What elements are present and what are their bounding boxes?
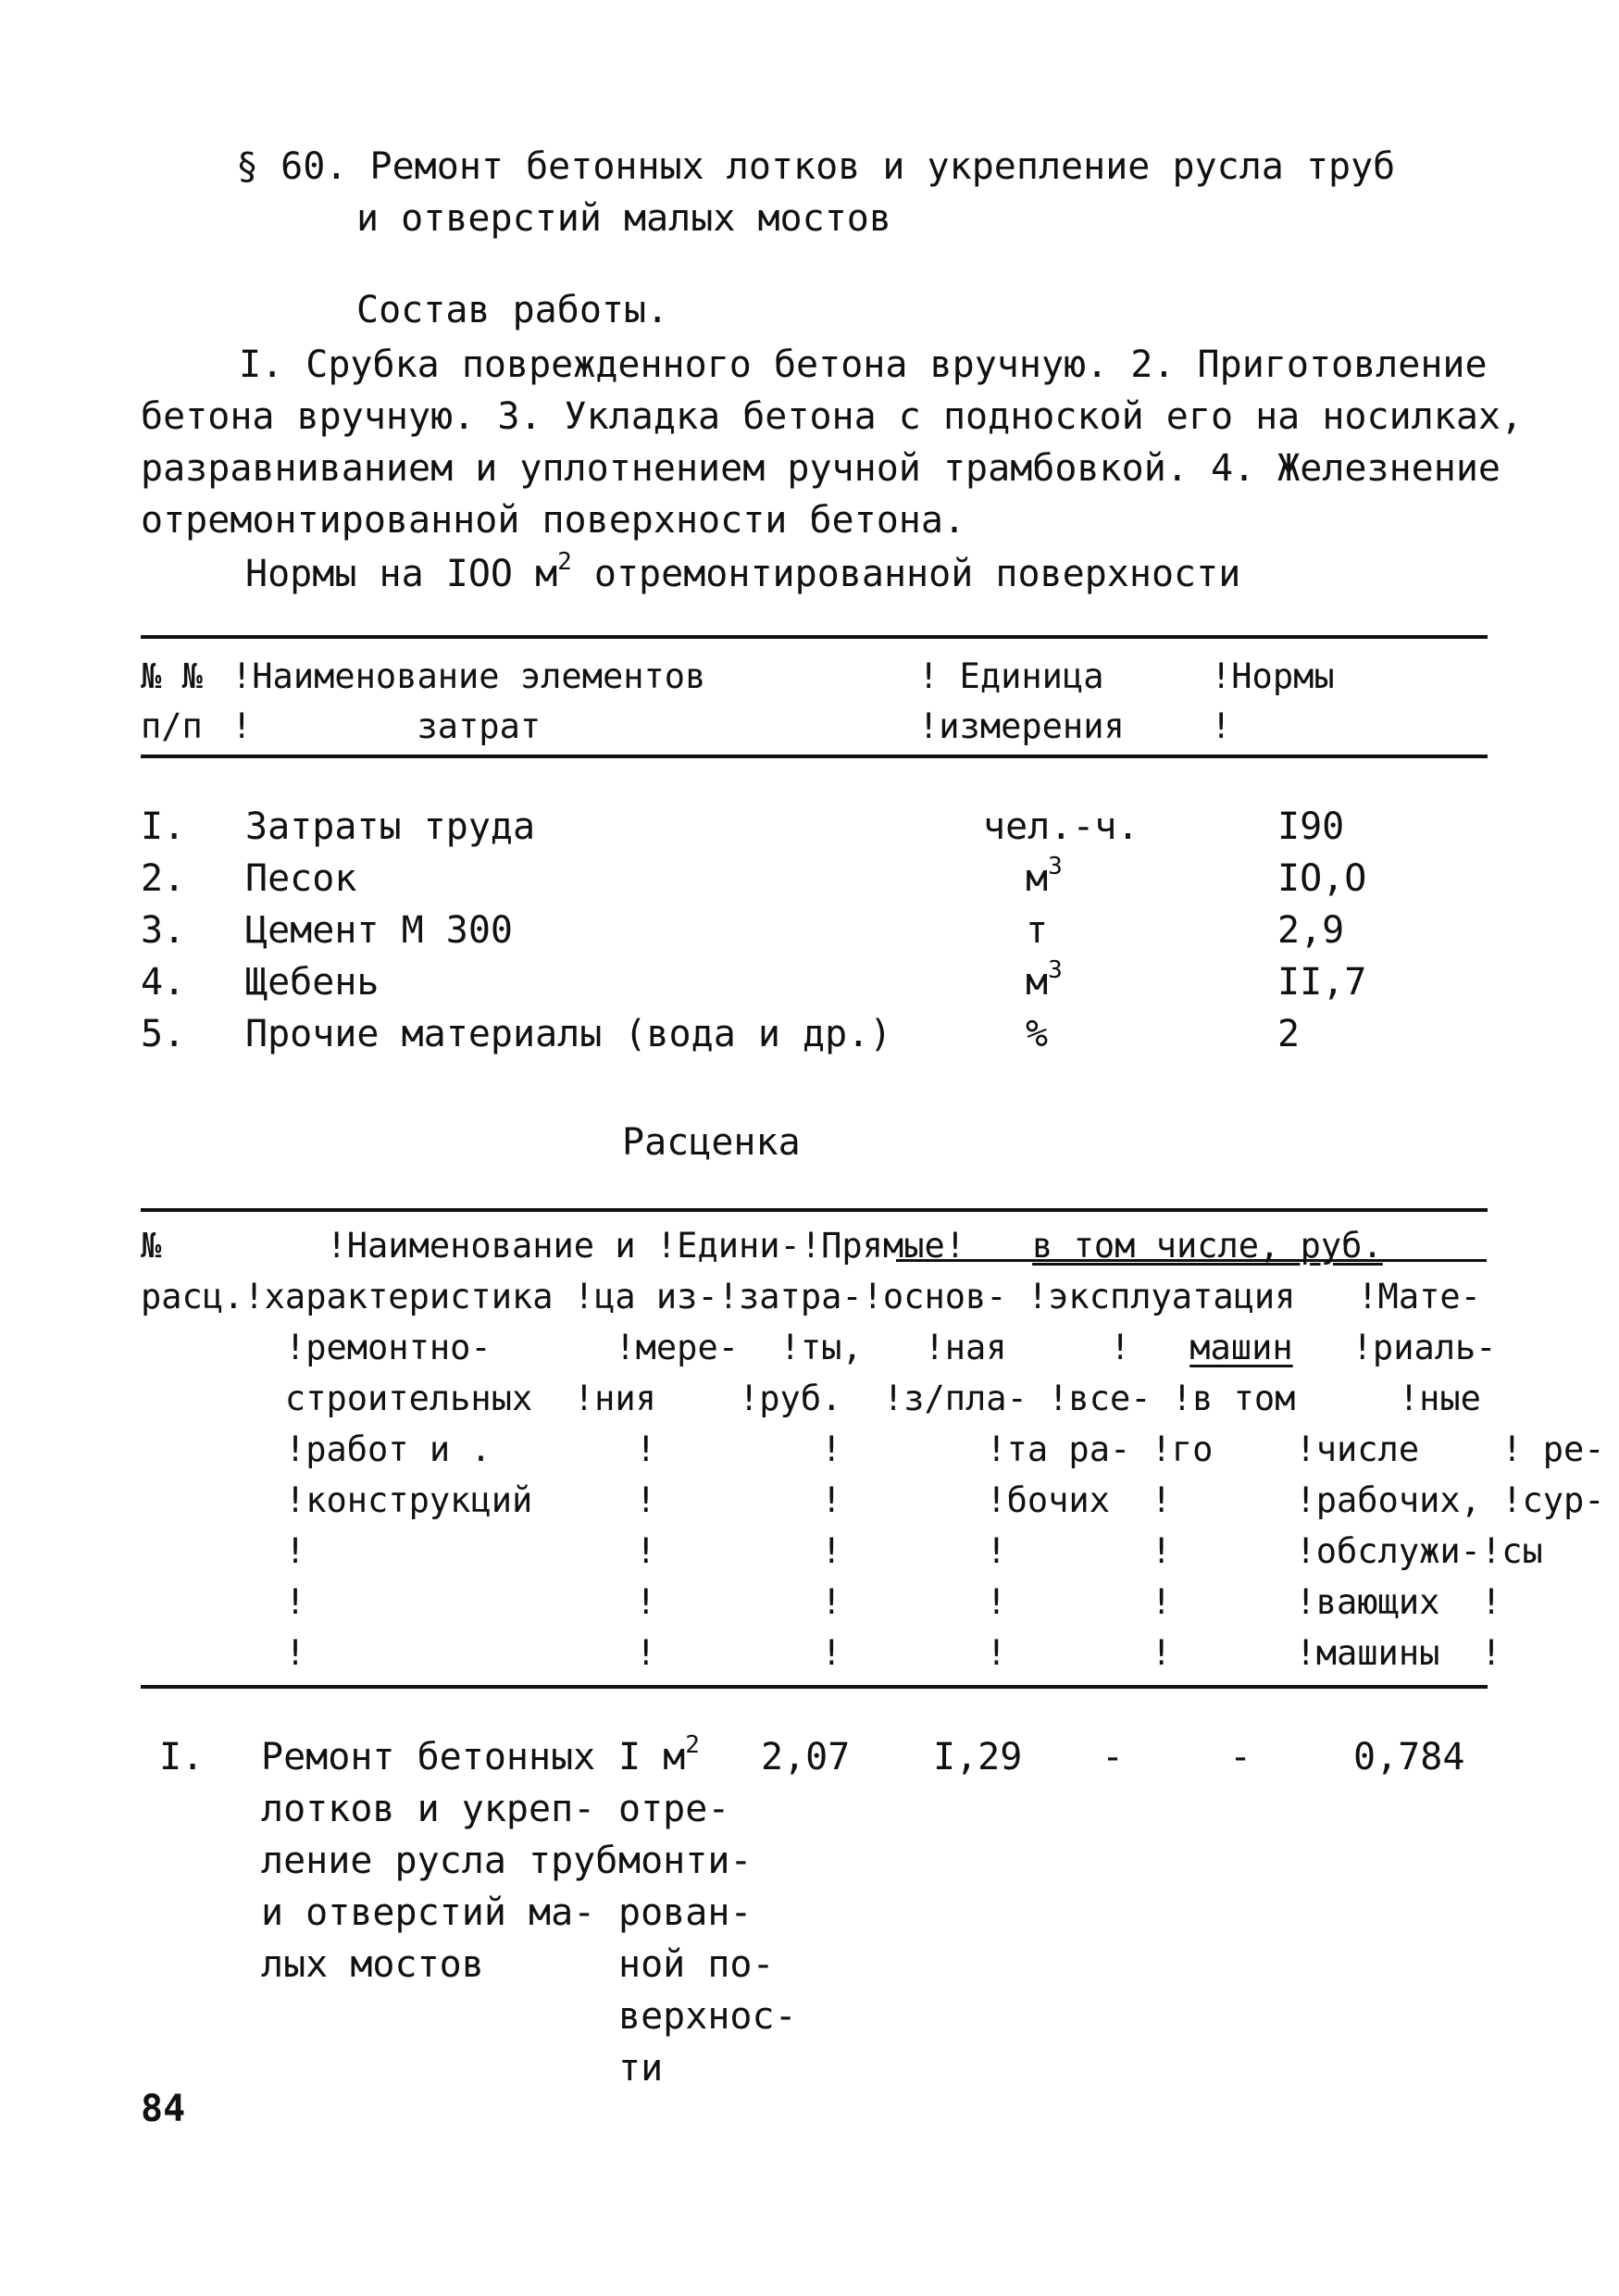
pricing-row-unit-sup: 2 <box>685 1731 700 1759</box>
norms-row-name: Песок <box>245 857 357 900</box>
pricing-header-line-7: ! ! ! ! ! !обслужи-!сы <box>141 1531 1543 1571</box>
norms-row-num: 2. <box>141 857 186 900</box>
norms-table-top-rule <box>141 635 1488 639</box>
pricing-table-top-rule <box>141 1208 1488 1212</box>
section-title-line2: и отверстий малых мостов <box>356 197 891 240</box>
pricing-row-unit-text: I м <box>618 1736 686 1778</box>
pricing-row-name-line: и отверстий ма- <box>261 1891 596 1934</box>
pricing-header-line-9: ! ! ! ! ! !машины ! <box>141 1633 1502 1673</box>
pricing-row-name-line: лых мостов <box>261 1943 484 1986</box>
pricing-header-in-that-number: в том числе, руб. <box>1032 1226 1383 1266</box>
pricing-header-machines: машин <box>1189 1328 1293 1367</box>
norms-caption <box>245 548 1240 600</box>
pricing-row-name-line: ление русла труб <box>261 1840 618 1882</box>
norms-header-col3-line1: ! Единица <box>918 656 1104 696</box>
norms-header-col4-line2: ! <box>1211 706 1232 746</box>
pricing-row-wages: I,29 <box>933 1736 1023 1778</box>
norms-row-unit-text: м <box>1026 857 1049 900</box>
norms-row-norm: I90 <box>1277 805 1345 848</box>
norms-row-unit <box>1026 956 1063 1008</box>
norms-row-unit <box>983 801 1140 853</box>
pricing-header-line-1: № !Наименование и !Едини-!Прямые! в том числе, руб. <box>141 1226 1383 1266</box>
norms-row-num: I. <box>141 805 186 848</box>
norms-row-unit-text: т <box>1026 909 1049 952</box>
norms-table-header-rule <box>141 755 1488 758</box>
pricing-row-machines-workers: - <box>1229 1736 1252 1778</box>
norms-row-norm: 2,9 <box>1277 909 1345 952</box>
norms-caption-before: Нормы на IOO м <box>245 553 558 595</box>
norms-header-col3-line2: !измерения <box>918 706 1125 746</box>
pricing-header-line-4: строительных !ния !руб. !з/пла- !все- !в том !ные <box>141 1379 1481 1418</box>
page-number: 84 <box>141 2088 186 2130</box>
norms-row-unit-text: чел.-ч. <box>983 805 1140 848</box>
norms-row-name: Прочие материалы (вода и др.) <box>245 1013 892 1055</box>
norms-row-norm: IO,O <box>1277 857 1367 900</box>
norms-row-unit-sup: 3 <box>1048 853 1063 880</box>
norms-row-num: 5. <box>141 1013 186 1055</box>
pricing-header-materials-tail: !риаль- <box>1351 1328 1497 1367</box>
pricing-row-unit-line: монти- <box>618 1840 753 1882</box>
composition-line-3: разравниванием и уплотнением ручной трамбовкой. 4. Железнение <box>141 447 1501 490</box>
composition-heading: Состав работы. <box>356 289 669 331</box>
norms-row-num: 3. <box>141 909 186 952</box>
pricing-header-line-3: !ремонтно- !мере- !ты, !ная ! машин !риаль- <box>141 1328 1497 1367</box>
norms-row-unit-text: м <box>1026 961 1049 1004</box>
pricing-header-line-5: !работ и . ! ! !та ра- !го !числе ! ре- <box>141 1429 1605 1469</box>
composition-line-1: I. Срубка поврежденного бетона вручную. 2. Приготовление <box>239 343 1488 386</box>
norms-row-unit-text: % <box>1026 1013 1049 1055</box>
pricing-title: Расценка <box>622 1121 801 1164</box>
pricing-row-unit-line1 <box>618 1731 700 1783</box>
pricing-header-line-6: !конструкций ! ! !бочих ! !рабочих, !сур- <box>141 1480 1605 1520</box>
pricing-row-direct: 2,07 <box>761 1736 851 1778</box>
norms-row-unit <box>1026 1008 1048 1060</box>
pricing-row-unit-line: ной по- <box>618 1943 775 1986</box>
norms-header-col2-line2: ! затрат <box>231 706 542 746</box>
pricing-row-machines-total: - <box>1102 1736 1125 1778</box>
norms-caption-sup: 2 <box>557 548 572 576</box>
composition-line-2: бетона вручную. 3. Укладка бетона с подноской его на носилках, <box>141 395 1524 438</box>
pricing-table-header-rule <box>141 1685 1488 1689</box>
pricing-header-line-8: ! ! ! ! ! !вающих ! <box>141 1582 1502 1622</box>
pricing-row-name-line: лотков и укреп- <box>261 1788 596 1830</box>
pricing-row-num: I. <box>159 1736 205 1778</box>
norms-row-name: Щебень <box>245 961 380 1004</box>
norms-row-unit-sup: 3 <box>1048 956 1063 984</box>
pricing-row-unit-line: ти <box>618 2047 664 2090</box>
norms-header-col1-line2: п/п <box>141 706 203 746</box>
composition-line-4: отремонтированной поверхности бетона. <box>141 499 966 542</box>
norms-row-unit <box>1026 905 1048 956</box>
norms-header-col2-line1: !Наименование элементов <box>231 656 706 696</box>
pricing-row-unit-line: отре- <box>618 1788 730 1830</box>
norms-header-col4-line1: !Нормы <box>1211 656 1335 696</box>
norms-row-norm: II,7 <box>1277 961 1367 1004</box>
norms-caption-after: отремонтированной поверхности <box>571 553 1241 595</box>
norms-row-norm: 2 <box>1277 1013 1301 1055</box>
pricing-row-unit-line: рован- <box>618 1891 753 1934</box>
norms-row-name: Затраты труда <box>245 805 536 848</box>
pricing-row-materials: 0,784 <box>1353 1736 1465 1778</box>
pricing-row-unit-line: верхнос- <box>618 1995 797 2038</box>
norms-row-unit <box>1026 853 1063 905</box>
norms-row-num: 4. <box>141 961 186 1004</box>
pricing-row-name-line: Ремонт бетонных <box>261 1736 596 1778</box>
norms-row-name: Цемент М 300 <box>245 909 513 952</box>
pricing-header-line-2: расц.!характеристика !ца из-!затра-!основ- !эксплуатация !Мате- <box>141 1277 1481 1316</box>
norms-header-col1-line1: № № <box>141 656 203 696</box>
section-title-line1: § 60. Ремонт бетонных лотков и укрепление русла труб <box>236 145 1396 188</box>
